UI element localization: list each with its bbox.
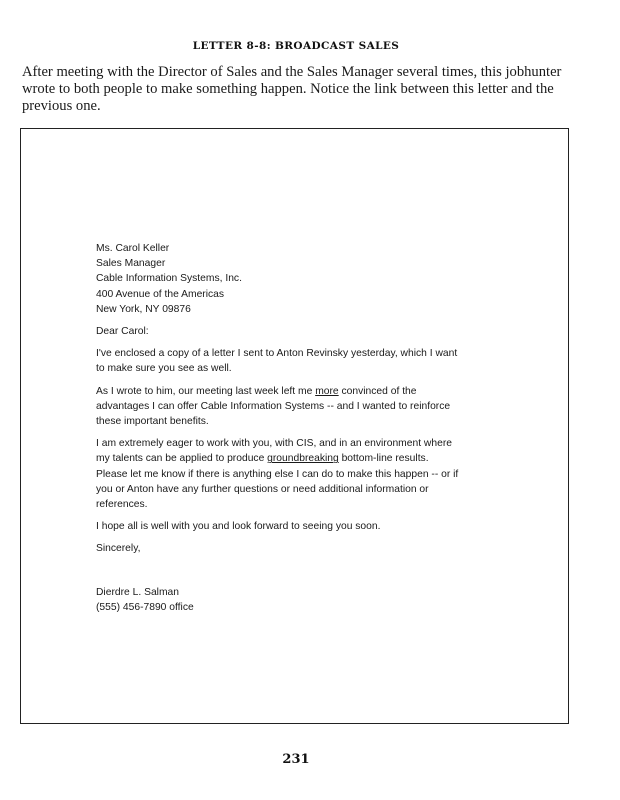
paragraph-1 (96, 346, 516, 376)
text-run: As I wrote to him, our meeting last week left me (96, 385, 316, 397)
paragraph-4 (96, 519, 516, 534)
recipient-address (96, 241, 516, 317)
paragraph-3 (96, 436, 516, 512)
paragraph-line: Please let me know if there is anything else I can do to make this happen -- or if (96, 468, 459, 480)
letter-body (96, 241, 516, 615)
paragraph-line: references. (96, 499, 148, 511)
page-heading: LETTER 8-8: BROADCAST SALES (192, 40, 400, 52)
recipient-name: Ms. Carol Keller (96, 243, 170, 254)
recipient-title: Sales Manager (96, 258, 166, 270)
closing (96, 541, 516, 556)
sender-phone: (555) 456-7890 office (96, 601, 194, 613)
text-run: convinced of the (338, 385, 417, 397)
text-run: bottom-line results. (338, 453, 429, 465)
intro-paragraph: After meeting with the Director of Sales and the Sales Manager several times, this jobhunter wrote to both people to make something happen. Notice the link between this letter and the previous one. (22, 64, 562, 114)
text-run: my talents can be applied to produce (96, 453, 268, 465)
paragraph-line: advantages I can offer Cable Information Systems -- and I wanted to reinforce (96, 400, 451, 412)
paragraph-line: to make sure you see as well. (96, 363, 232, 375)
underlined-word: more (315, 385, 339, 397)
paragraph-line: you or Anton have any further questions or need additional information or (96, 483, 429, 495)
paragraph-2 (96, 384, 516, 430)
paragraph-line (96, 451, 516, 466)
paragraph-line: I hope all is well with you and look forward to seeing you soon. (96, 521, 381, 533)
paragraph-line: these important benefits. (96, 416, 209, 428)
salutation (96, 324, 516, 339)
recipient-company: Cable Information Systems, Inc. (96, 273, 242, 285)
signature-space (96, 557, 516, 585)
salutation-text: Dear Carol: (96, 326, 149, 338)
signature-block (96, 585, 516, 615)
closing-text: Sincerely, (96, 543, 141, 555)
sender-name: Dierdre L. Salman (96, 586, 179, 598)
page-number: 231 (282, 752, 310, 767)
paragraph-line (96, 384, 516, 399)
paragraph-line: I am extremely eager to work with you, with CIS, and in an environment where (96, 438, 452, 450)
paragraph-line: I've enclosed a copy of a letter I sent to Anton Revinsky yesterday, which I want (96, 348, 458, 360)
letter-box (20, 128, 569, 724)
recipient-city: New York, NY 09876 (96, 303, 191, 315)
underlined-word: groundbreaking (267, 453, 339, 465)
recipient-street: 400 Avenue of the Americas (96, 288, 225, 300)
